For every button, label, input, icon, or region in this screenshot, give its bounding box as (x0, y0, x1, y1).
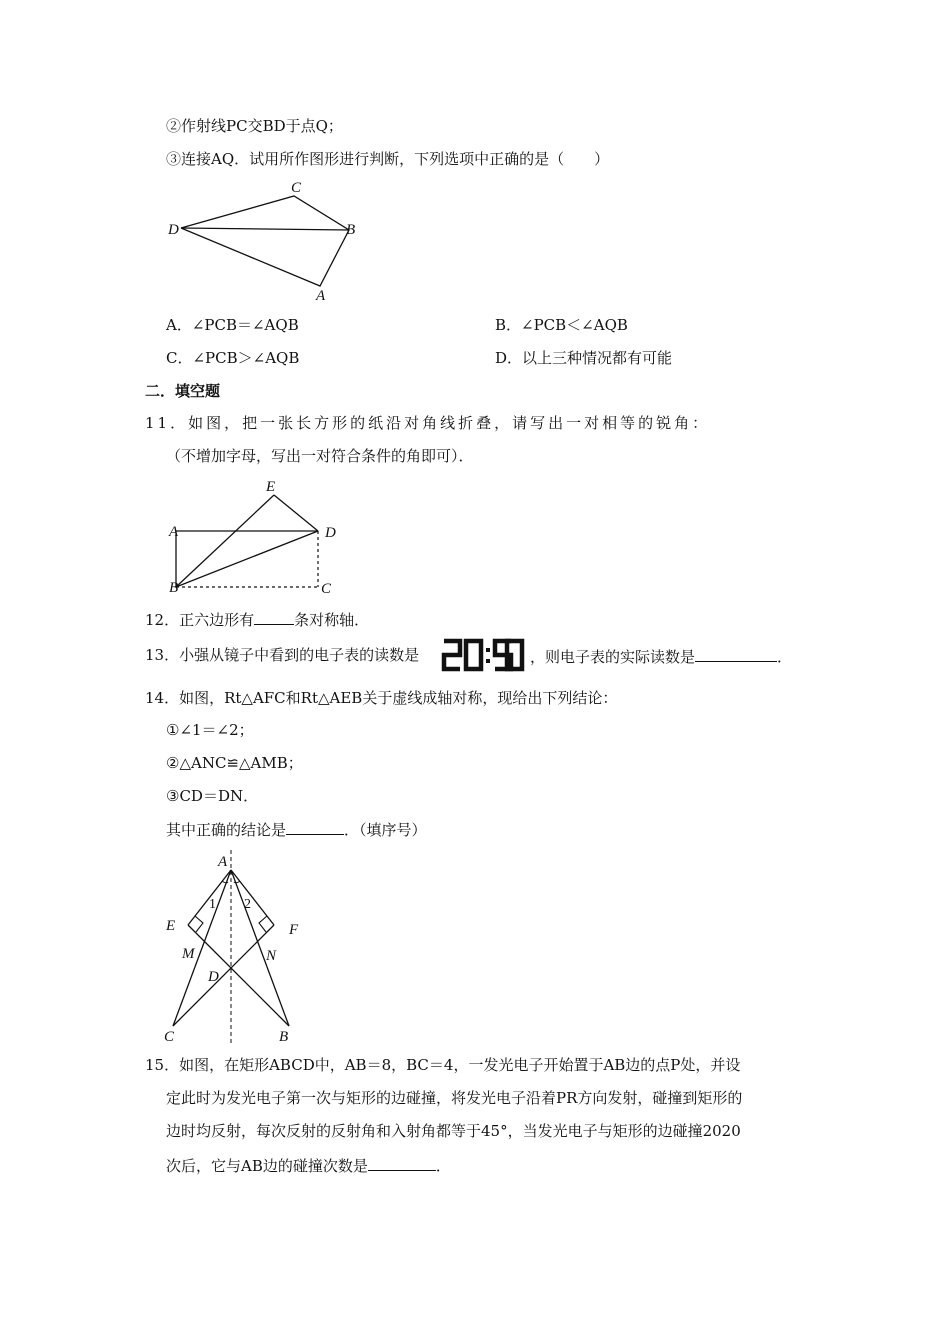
q12-line (145, 608, 369, 630)
q10-option-b: B．∠PCB＜∠AQB (495, 316, 628, 334)
q10-label-d: D (168, 222, 179, 238)
q10-option-c: C．∠PCB＞∠AQB (166, 349, 300, 367)
q13-clock-image (441, 638, 527, 674)
q15-line2: 定此时为发光电子第一次与矩形的边碰撞，将发光电子沿着PR方向发射，碰撞到矩形的 (166, 1089, 743, 1107)
q15-line4-suffix: ． (435, 1157, 451, 1175)
q13-suffix: ，则电子表的实际读数是 (530, 648, 696, 666)
q14-label-n: N (266, 948, 277, 964)
q14-conclusion-2: ②△ANC≌△AMB； (166, 754, 303, 772)
q14-conclusion-1: ①∠1＝∠2； (166, 721, 254, 739)
q13-line (145, 645, 419, 665)
q15-answer-blank[interactable] (368, 1154, 436, 1171)
q14-label-1: 1 (209, 897, 216, 912)
q11-line1: 11．如图，把一张长方形的纸沿对角线折叠，请写出一对相等的锐角： (145, 414, 711, 432)
q14-conclusion-3: ③CD＝DN． (166, 787, 259, 805)
q14-label-e: E (166, 918, 176, 934)
q11-label-b: B (169, 580, 179, 596)
q14-label-a: A (218, 854, 228, 870)
q15-line4 (166, 1154, 451, 1176)
q14-ask-prefix: 其中正确的结论是 (166, 821, 287, 839)
q14-label-c: C (164, 1029, 175, 1045)
q10-label-b: B (346, 222, 356, 238)
q14-label-d: D (208, 969, 219, 985)
q14-line1: 14．如图，Rt△AFC和Rt△AEB关于虚线成轴对称，现给出下列结论： (145, 689, 618, 707)
q15-line3: 边时均反射，每次反射的反射角和入射角都等于45°，当发光电子与矩形的边碰撞2020 (166, 1122, 741, 1140)
q11-figure (164, 476, 344, 600)
q10-option-a: A．∠PCB＝∠AQB (166, 316, 299, 334)
q14-label-2: 2 (244, 897, 251, 912)
q15-line4-prefix: 次后，它与AB边的碰撞次数是 (166, 1157, 368, 1175)
q13-end: ． (777, 648, 793, 666)
q12-answer-blank[interactable] (254, 608, 294, 625)
q10-option-d: D．以上三种情况都有可能 (495, 349, 673, 367)
q12-prefix: 12．正六边形有 (145, 611, 255, 629)
q13-prefix: 13．小强从镜子中看到的电子表的读数是 (145, 646, 420, 664)
q14-label-b: B (279, 1029, 289, 1045)
q14-answer-blank[interactable] (286, 818, 344, 835)
q11-label-d: D (325, 525, 336, 541)
q10-step3: ③连接AQ．试用所作图形进行判断，下列选项中正确的是（ ） (166, 150, 610, 168)
q11-label-c: C (321, 581, 332, 597)
q15-line1: 15．如图，在矩形ABCD中，AB＝8，BC＝4，一发光电子开始置于AB边的点P处，并设 (145, 1056, 741, 1074)
q14-label-m: M (182, 946, 195, 962)
q10-label-a: A (316, 288, 326, 304)
q10-label-c: C (291, 180, 302, 196)
section-heading: 二．填空题 (145, 382, 221, 400)
q12-suffix: 条对称轴． (294, 611, 370, 629)
q10-step2: ②作射线PC交BD于点Q； (166, 117, 343, 135)
q14-ask (166, 818, 427, 840)
q13-tail (530, 645, 792, 667)
q14-label-f: F (289, 922, 299, 938)
q11-label-e: E (266, 479, 276, 495)
q14-ask-suffix: ．（填序号） (344, 821, 427, 839)
q13-answer-blank[interactable] (695, 645, 777, 662)
q14-figure (160, 848, 310, 1048)
q11-line2: （不增加字母，写出一对符合条件的角即可）． (166, 447, 474, 465)
q10-figure (164, 178, 364, 304)
q11-label-a: A (169, 524, 179, 540)
